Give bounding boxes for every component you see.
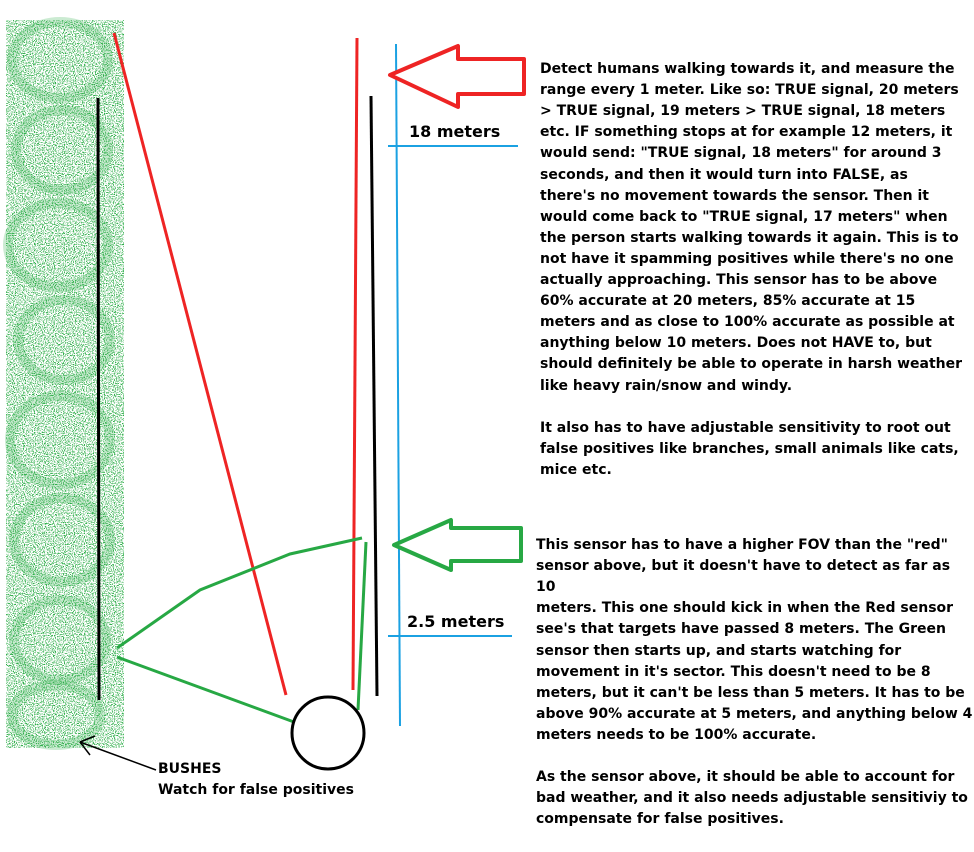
red-beam-line [353,38,357,690]
sensor-unit [292,697,364,769]
bushes-note: Watch for false positives [158,782,354,798]
red-sensor-sensitivity-paragraph: It also has to have adjustable sensitivity to root out false positives like branches, small animals like cats, mice etc. [540,419,959,478]
green-arrow-icon [394,520,521,570]
green-sensor-weather-paragraph: As the sensor above, it should be able to account for bad weather, and it also needs adjustable sensitiviy to compensate for false positives. [536,769,968,828]
red-range-label: 18 meters [409,122,501,141]
green-fov-cone [117,538,362,648]
green-sensor-paragraph: This sensor has to have a higher FOV than the "red" sensor above, but it doesn't have to detect as far as 10 meters. This one should kick in when the Red sensor see's that targets have passed 8 meters. The Green sensor then starts up, and starts watching for movement in it's sector. This doesn't need to be 8 meters, but it can't be less than 5 meters. It has to be above 90% accurate at 5 meters, and anything below 4 meters needs to be 100% accurate. [536,537,973,743]
green-fov-cone [117,657,294,722]
red-beam-line [114,33,286,695]
red-arrow-icon [390,46,524,107]
green-range-label: 2.5 meters [407,612,505,631]
red-sensor-paragraph: Detect humans walking towards it, and measure the range every 1 meter. Like so: TRUE signal, 20 meters > TRUE signal, 19 meters > TRUE signal, 18 meters etc. IF something stops at for example 12 meters, it would send: "TRUE signal, 18 meters" for around 3 seconds, and then it would turn into FALSE, as there's no movement towards the sensor. Then it would come back to "TRUE signal, 17 meters" when the person starts walking towards it again. This is to not have it spamming positives while there's no one actually approaching. This sensor has to be above 60% accurate at 20 meters, 85% accurate at 15 meters and as close to 100% accurate as possible at anything below 10 meters. Does not HAVE to, but should definitely be able to operate in harsh weather like heavy rain/snow and windy. [540,61,963,394]
red-sensor-description [540,38,962,502]
green-fov-cone [358,542,366,710]
left-boundary-line [98,98,99,700]
green-sensor-description [536,514,974,852]
right-boundary-line [371,96,377,696]
bushes-title: BUSHES [158,761,222,777]
